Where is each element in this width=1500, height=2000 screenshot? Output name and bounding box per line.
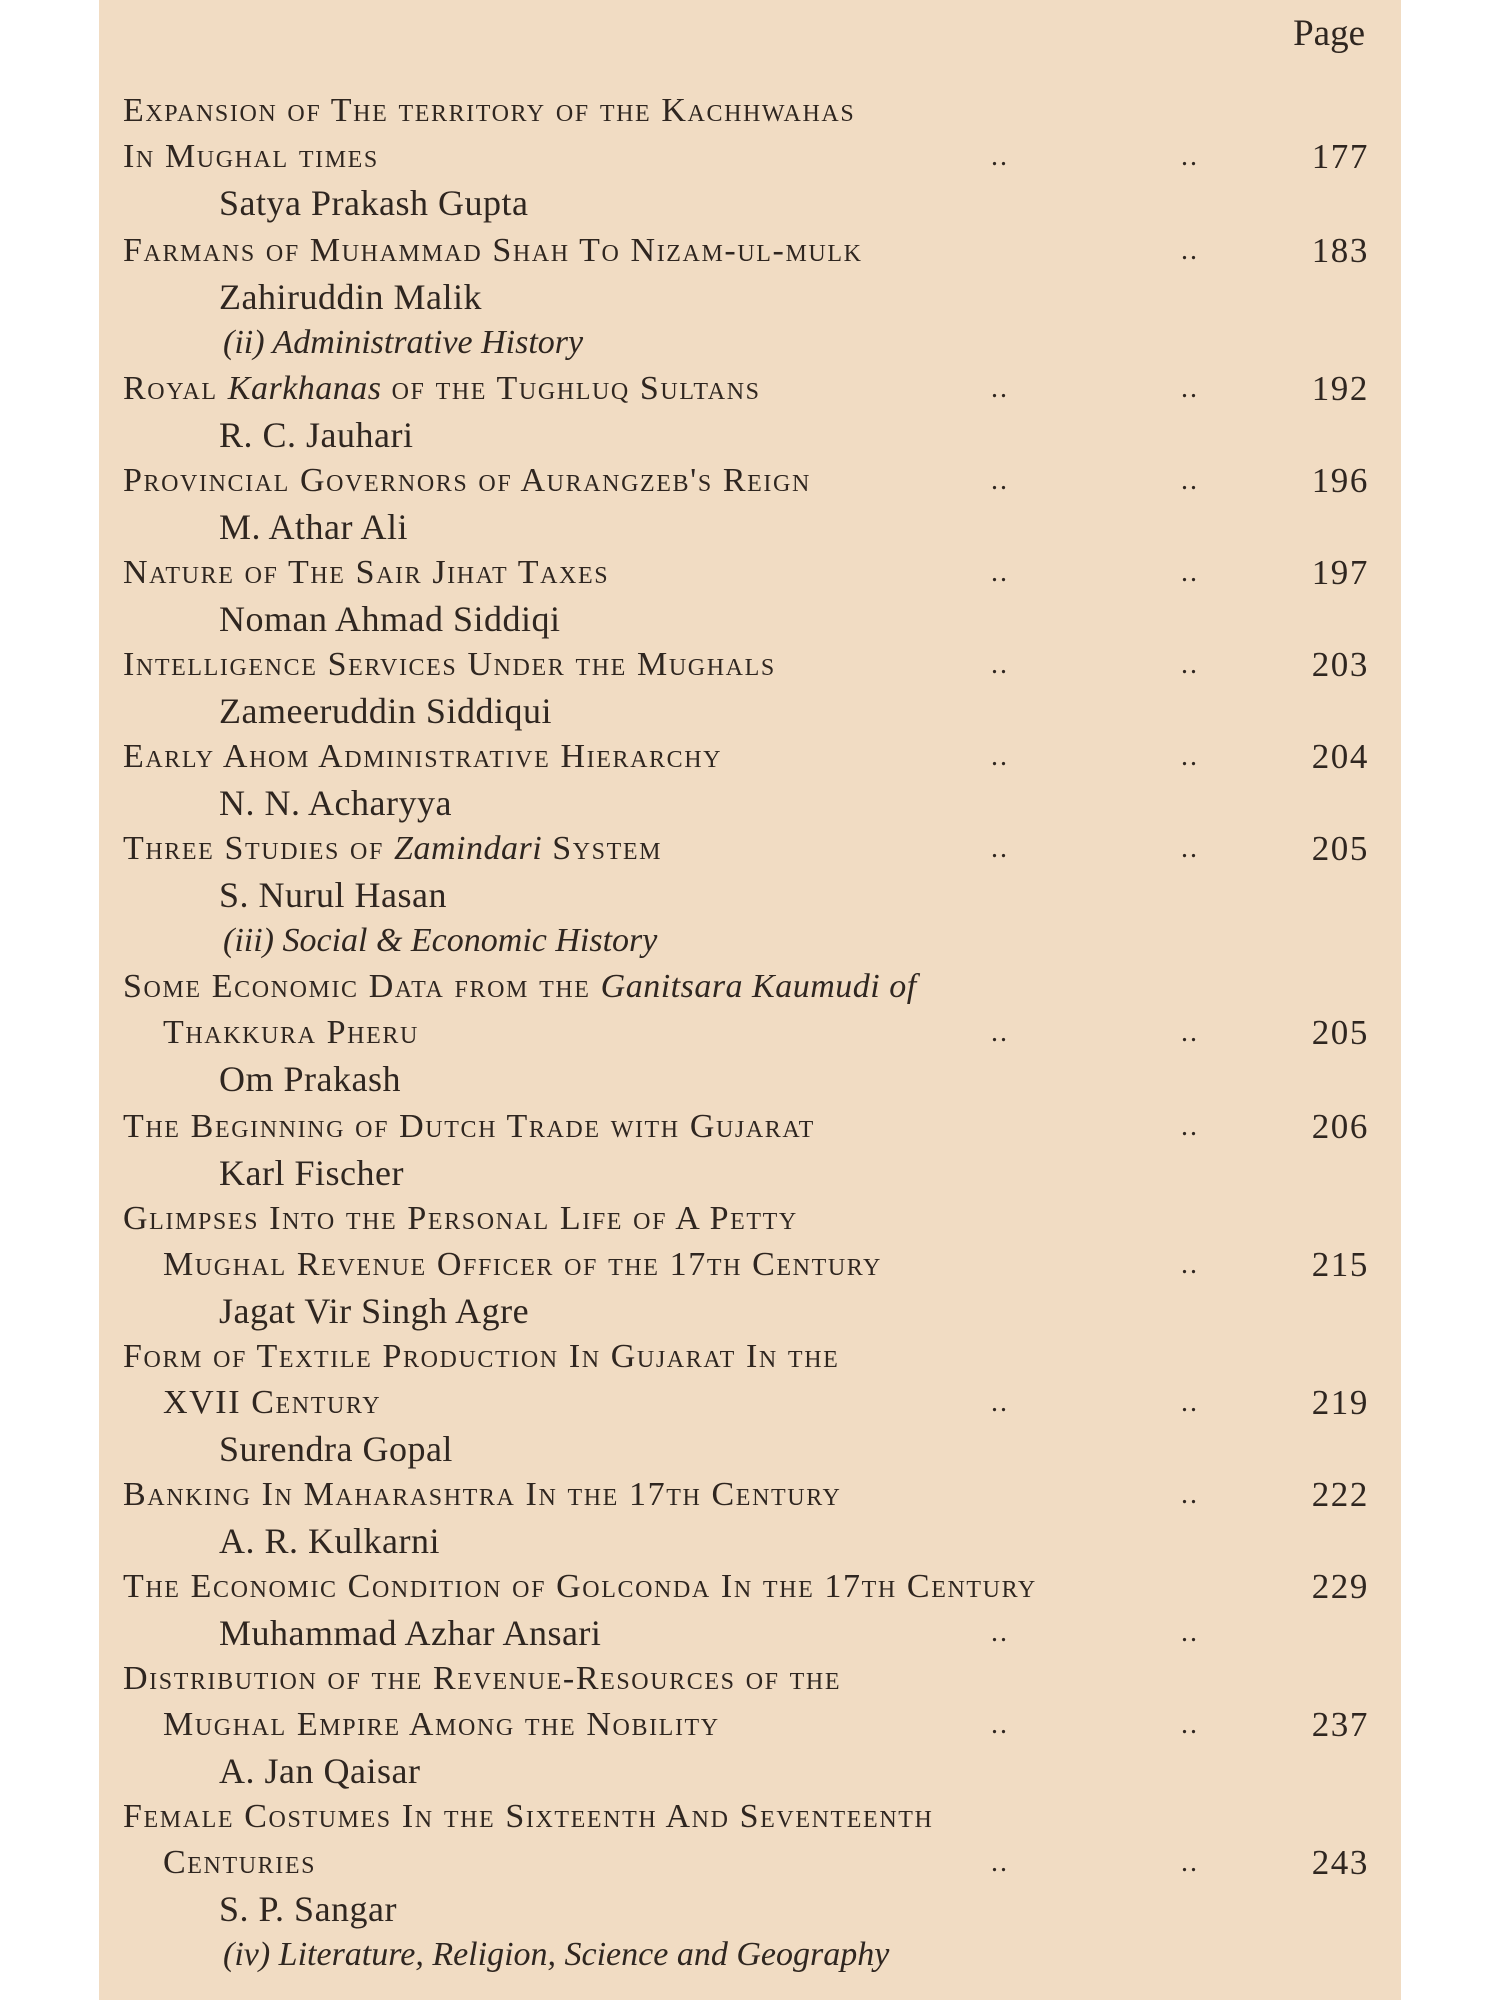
toc-entry [123,1656,1369,1794]
leader-dots: .. [1181,741,1199,772]
book-page [99,0,1401,2000]
toc-entry [123,1104,1369,1196]
entry-author: A. Jan Qaisar [219,1751,421,1791]
leader-dots: .. [991,1017,1009,1048]
toc-entry [123,1794,1369,1978]
entry-title-italic: Ganitsara Kaumudi of [600,968,917,1005]
entry-author: Om Prakash [219,1059,401,1099]
leader-dots: .. [1181,1387,1199,1418]
leader-dots: .. [1181,557,1199,588]
entry-author: A. R. Kulkarni [219,1521,440,1561]
entry-title-line: Form of Textile Production In Gujarat In the [123,1338,840,1375]
entry-title-part: Some Economic Data from the [123,968,601,1005]
page-number: 237 [1311,1705,1369,1744]
entry-title-line: Mughal Empire Among the Nobility [163,1706,720,1743]
page-number: 222 [1311,1475,1369,1514]
page-number: 204 [1311,737,1369,776]
toc-entry [123,550,1369,642]
entry-author: M. Athar Ali [219,507,409,547]
toc-entry [123,642,1369,734]
toc-entry [123,458,1369,550]
page-number: 206 [1311,1107,1369,1146]
leader-dots: .. [991,649,1009,680]
page-column-heading: Page [1293,13,1365,54]
section-subheading: (iii) Social & Economic History [223,922,658,959]
leader-dots: .. [1181,1617,1199,1648]
page-number: 229 [1311,1567,1369,1606]
page-number: 243 [1311,1843,1369,1882]
entry-author: N. N. Acharyya [219,783,452,823]
toc-entry [123,1334,1369,1472]
entry-title-part: Three Studies of [123,830,395,867]
leader-dots: .. [1181,141,1199,172]
entry-author: S. P. Sangar [219,1889,398,1929]
leader-dots: .. [1181,235,1199,266]
entry-title-line: Mughal Revenue Officer of the 17th Century [163,1246,882,1283]
leader-dots: .. [1181,1479,1199,1510]
entry-title-line: Intelligence Services Under the Mughals [123,646,776,683]
page-number: 177 [1311,137,1369,176]
leader-dots: .. [991,465,1009,496]
page-number: 205 [1311,1013,1369,1052]
entry-author: Karl Fischer [219,1153,404,1193]
entry-title-line: Distribution of the Revenue-Resources of the [123,1660,842,1697]
page-number: 183 [1311,231,1369,270]
entry-title-line: In Mughal times [123,138,379,175]
page-number: 203 [1311,645,1369,684]
entry-author: Zahiruddin Malik [219,277,482,317]
leader-dots: .. [1181,649,1199,680]
entry-title-part: System [542,830,663,867]
entry-title-line: Banking In Maharashtra In the 17th Century [123,1476,842,1513]
leader-dots: .. [991,1847,1009,1878]
leader-dots: .. [991,373,1009,404]
toc-entry [123,228,1369,366]
leader-dots: .. [991,1387,1009,1418]
entry-author: Jagat Vir Singh Agre [219,1291,530,1331]
entry-title-italic: Karkhanas [227,370,382,407]
leader-dots: .. [991,741,1009,772]
entry-title-line: Provincial Governors of Aurangzeb's Reign [123,462,811,499]
section-subheading: (iv) Literature, Religion, Science and Geography [223,1936,890,1973]
toc-entry [123,1564,1369,1656]
entry-title-line: The Beginning of Dutch Trade with Gujarat [123,1108,815,1145]
page-number: 205 [1311,829,1369,868]
leader-dots: .. [991,1617,1009,1648]
page-number: 197 [1311,553,1369,592]
section-subheading: (ii) Administrative History [223,324,584,361]
toc-entry [123,964,1369,1102]
entry-title-line: Centuries [163,1844,317,1881]
entry-author: Satya Prakash Gupta [219,183,529,223]
toc-entry [123,88,1369,226]
entry-author: S. Nurul Hasan [219,875,447,915]
toc-entry [123,826,1369,964]
page-number: 196 [1311,461,1369,500]
entry-author: Noman Ahmad Siddiqi [219,599,561,639]
entry-title-line: The Economic Condition of Golconda In the 17th Century [123,1568,1037,1605]
entry-title-line: Thakkura Pheru [163,1014,419,1051]
toc-entry [123,734,1369,826]
leader-dots: .. [1181,833,1199,864]
entry-title-line: Farmans of Muhammad Shah To Nizam-ul-mulk [123,232,863,269]
entry-title-line: Expansion of The territory of the Kachhwahas [123,92,856,129]
entry-title-line: Early Ahom Administrative Hierarchy [123,738,723,775]
leader-dots: .. [991,1709,1009,1740]
entry-author: Zameeruddin Siddiqui [219,691,552,731]
leader-dots: .. [1181,1249,1199,1280]
toc-entry [123,1472,1369,1564]
entry-title-line: Nature of The Sair Jihat Taxes [123,554,610,591]
entry-title-line: XVII Century [163,1384,382,1421]
toc-entry [123,1196,1369,1334]
entry-author: R. C. Jauhari [219,415,414,455]
entry-title-part: Royal [123,370,228,407]
page-number: 192 [1311,369,1369,408]
entry-author: Surendra Gopal [219,1429,453,1469]
leader-dots: .. [1181,1111,1199,1142]
leader-dots: .. [991,557,1009,588]
toc-entry [123,366,1369,458]
leader-dots: .. [1181,465,1199,496]
entry-author: Muhammad Azhar Ansari [219,1613,602,1653]
entry-title-line: Female Costumes In the Sixteenth And Seventeenth [123,1798,934,1835]
entry-title-part: of the Tughluq Sultans [381,370,761,407]
page-number: 215 [1311,1245,1369,1284]
leader-dots: .. [1181,1847,1199,1878]
leader-dots: .. [1181,1709,1199,1740]
leader-dots: .. [991,141,1009,172]
entry-title-italic: Zamindari [394,830,543,867]
leader-dots: .. [1181,1017,1199,1048]
page-number: 219 [1311,1383,1369,1422]
leader-dots: .. [1181,373,1199,404]
entry-title-line: Glimpses Into the Personal Life of A Petty [123,1200,798,1237]
leader-dots: .. [991,833,1009,864]
